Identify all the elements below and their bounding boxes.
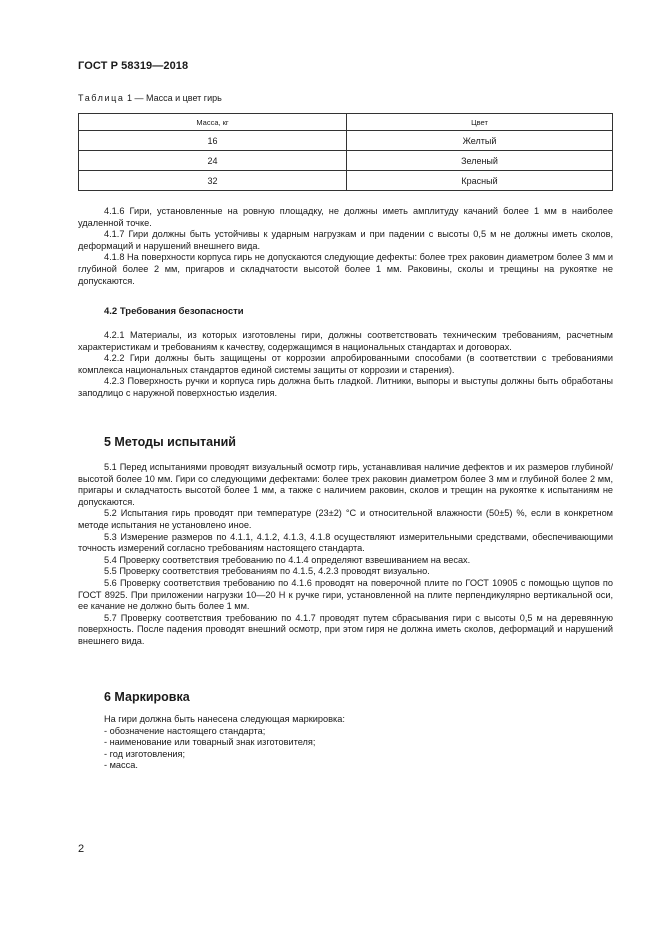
clause-5-4: 5.4 Проверку соответствия требованию по 4.1.4 определяют взвешиванием на весах. [104, 554, 471, 565]
list-item: - год изготовления; [104, 748, 186, 759]
list-item: - масса. [104, 760, 138, 771]
section-6-heading: 6 Маркировка [104, 690, 190, 704]
marking-intro: На гири должна быть нанесена следующая маркировка: [104, 714, 345, 724]
marking-list [104, 714, 345, 772]
clauses-4-1 [78, 206, 613, 287]
clause-5-2: 5.2 Испытания гирь проводят при температуре (23±2) °С и относительной влажности (50±5) %, если в конкретном методе испытания не установлено иное. [78, 508, 613, 530]
section-4-2-heading: 4.2 Требования безопасности [104, 306, 244, 317]
list-item: - обозначение настоящего стандарта; [104, 725, 266, 736]
table-row [79, 171, 613, 191]
clause-5-6: 5.6 Проверку соответствия требованию по 4.1.6 проводят на поверочной плите по ГОСТ 10905 с помощью щупов по ГОСТ 8925. При приложении нагрузки 10—20 Н к ручке гири, установленной на плите перпендикулярно вертикальной оси, ее качание не должно быть более 1 мм. [78, 577, 613, 612]
clause-4-2-1: 4.2.1 Материалы, из которых изготовлены гири, должны соответствовать техническим требованиям, расчетным характеристикам и требованиям к качеству, содержащимся в национальных стандартах и договорах. [78, 330, 613, 352]
cell-mass: 32 [79, 171, 347, 191]
clause-5-5: 5.5 Проверку соответствия требованиям по 4.1.5, 4.2.3 проводят визуально. [104, 566, 430, 577]
section-5-heading: 5 Методы испытаний [104, 435, 236, 449]
table-caption-rest: 1 — Масса и цвет гирь [124, 93, 222, 103]
cell-color: Красный [347, 171, 613, 191]
table-header-row [79, 114, 613, 131]
table-caption [78, 93, 222, 103]
list-item: - наименование или товарный знак изготовителя; [104, 737, 316, 748]
clause-4-2-3: 4.2.3 Поверхность ручки и корпуса гирь должна быть гладкой. Литники, выпоры и выступы должны быть обработаны заподлицо с наружной поверхностью изделия. [78, 376, 613, 398]
table-row [79, 131, 613, 151]
standard-designation: ГОСТ Р 58319—2018 [78, 60, 189, 72]
clause-4-1-7: 4.1.7 Гири должны быть устойчивы к ударным нагрузкам и при падении с высоты 0,5 м не должны иметь сколов, деформаций и нарушений внешнего вида. [78, 229, 613, 251]
clauses-4-2 [78, 330, 613, 400]
clauses-5 [78, 462, 613, 648]
column-header-mass: Масса, кг [79, 114, 347, 131]
clause-4-2-2: 4.2.2 Гири должны быть защищены от коррозии апробированными способами (в соответствии с требованиями комплекса национальных стандартов единой системы защиты от коррозии и старения). [78, 353, 613, 375]
page-number: 2 [78, 843, 85, 855]
mass-color-table [78, 113, 613, 191]
table-caption-prefix: Таблица [78, 93, 125, 103]
cell-color: Желтый [347, 131, 613, 151]
clause-5-3: 5.3 Измерение размеров по 4.1.1, 4.1.2, 4.1.3, 4.1.8 осуществляют измерительными средствами, обеспечивающими точность измерений согласно требованиям настоящего стандарта. [78, 531, 613, 554]
column-header-color: Цвет [347, 114, 613, 131]
cell-color: Зеленый [347, 151, 613, 171]
clause-4-1-8: 4.1.8 На поверхности корпуса гирь не допускаются следующие дефекты: более трех раковин диаметром более 3 мм и глубиной более 2 мм, пригаров и складчатости высотой более 1 мм. Раковины, сколы и трещины на рукоятке не допускаются. [78, 252, 613, 286]
cell-mass: 16 [79, 131, 347, 151]
table-row [79, 151, 613, 171]
clause-4-1-6: 4.1.6 Гири, установленные на ровную площадку, не должны иметь амплитуду качаний более 1 мм в наиболее удаленной точке. [78, 206, 613, 228]
cell-mass: 24 [79, 151, 347, 171]
clause-5-1: 5.1 Перед испытаниями проводят визуальный осмотр гирь, устанавливая наличие дефектов и их размеров глубиной/высотой более 10 мм. Гири со следующими дефектами: более трех раковин диаметром более 3 мм и глубиной более 2 мм, пригары и складчатость высотой более 1 мм, а также с наличием раковин, сколов и трещин на рукоятке к испытаниям не допускаются. [78, 462, 613, 507]
clause-5-7: 5.7 Проверку соответствия требованию по 4.1.7 проводят путем сбрасывания гири с высоты 0,5 м на деревянную поверхность. После падения проводят внешний осмотр, при этом гиря не должна иметь сколов, деформаций и нарушений внешнего вида. [78, 612, 613, 646]
